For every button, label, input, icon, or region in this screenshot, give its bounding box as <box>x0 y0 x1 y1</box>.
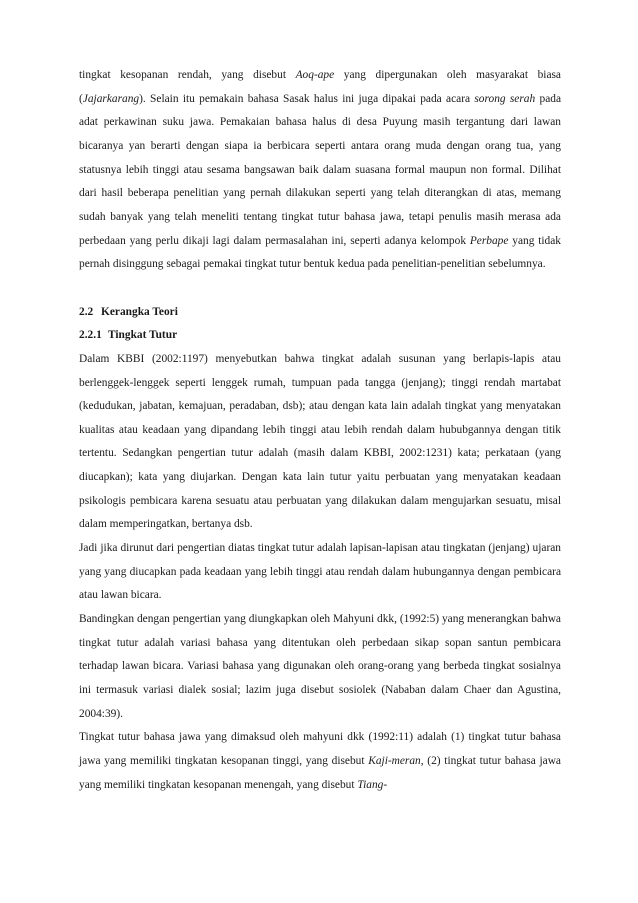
term-sorong-serah: sorong serah <box>474 92 536 105</box>
body-paragraph-4 <box>79 726 561 797</box>
term-aoq-ape: Aoq-ape <box>295 69 335 81</box>
section-number: 2.2 <box>79 305 94 318</box>
intro-text-3: ). Selain itu pemakain bahasa Sasak halus ini juga dipakai pada acara <box>139 92 475 105</box>
intro-paragraph <box>79 64 561 277</box>
intro-text-2: yang dipergunakan oleh masyarakat biasa ( <box>79 69 561 105</box>
term-kaji-meran: Kaji-meran <box>368 755 421 768</box>
intro-text-4: pada adat perkawinan suku jawa. Pemakaian bahasa halus di desa Puyung masih tergantung dari lawan bicaranya yan berarti dengan siapa ia berbicara seperti antara orang muda dengan orang tua, yang statusnya lebih tinggi atau sesama bangsawan baik dalam suasana formal maupun non formal. Dilihat dari hasil beberapa penelitian yang pernah dilakukan seperti yang telah diterangkan di atas, memang sudah banyak yang telah meneliti tentang tingkat tutur bahasa jawa, tetapi penulis masih merasa ada perbedaan yang perlu dikaji lagi dalam permasalahan ini, seperti adanya kelompok <box>79 92 561 247</box>
document-page <box>79 64 561 797</box>
intro-text-1: tingkat kesopanan rendah, yang disebut <box>79 69 296 81</box>
subsection-number: 2.2.1 <box>79 329 102 342</box>
subsection-heading <box>79 324 561 348</box>
subsection-title: Tingkat Tutur <box>108 329 178 342</box>
body-paragraph-2: Jadi jika dirunut dari pengertian diatas tingkat tutur adalah lapisan-lapisan atau tingkatan (jenjang) ujaran yang yang diucapkan pada keadaan yang lebih tinggi atau rendah dalam hubungannya dengan pembicara atau lawan bicara. <box>79 542 561 602</box>
term-perbape: Perbape <box>469 234 509 247</box>
section-heading <box>79 301 561 325</box>
section-title: Kerangka Teori <box>101 305 178 318</box>
body-paragraph-3: Bandingkan dengan pengertian yang diungkapkan oleh Mahyuni dkk, (1992:5) yang menerangkan bahwa tingkat tutur adalah variasi bahasa yang ditentukan oleh perbedaan sikap sopan santun pembicara terhadap lawan bicara. Variasi bahasa yang digunakan oleh orang-orang yang berbeda tingkat sosialnya ini termasuk variasi dialek sosial; lazim juga disebut sosiolek (Nababan dalam Chaer dan Agustina, 2004:39). <box>79 613 561 720</box>
body-paragraph-1: Dalam KBBI (2002:1197) menyebutkan bahwa tingkat adalah susunan yang berlapis-lapis atau berlenggek-lenggek seperti lenggek rumah, tumpuan pada tangga (jenjang); tinggi rendah martabat (kedudukan, jabatan, kemajuan, peradaban, dsb); atau dengan kata lain adalah tingkat yang menyatakan kualitas atau keadaan yang dipandang lebih tinggi atau lebih rendah dalam hububgannya dengan titik tertentu. Sedangkan pengertian tutur adalah (masih dalam KBBI, 2002:1231) kata; perkataan (yang diucapkan); kata yang diujarkan. Dengan kata lain tutur yaitu perbuatan yang menyatakan keadaan psikologis pembicara karena sesuatu atau perbuatan yang dilakukan dalam mengujarkan sesuatu, misal dalam memperingatkan, bertanya dsb. <box>79 352 561 531</box>
intro-text-5: yang tidak pernah disinggung sebagai pemakai tingkat tutur bentuk kedua pada penelitian-penelitian sebelumnya. <box>79 234 561 271</box>
term-jajarkarang: Jajarkarang <box>82 92 140 105</box>
body-paragraph-4-text-1: Tingkat tutur bahasa jawa yang dimaksud oleh mahyuni dkk (1992:11) adalah (1) tingkat tutur bahasa jawa yang memiliki tingkatan kesopanan tinggi, yang disebut <box>79 731 561 768</box>
paragraph-gap <box>79 277 561 301</box>
term-tiang: Tiang- <box>357 778 388 791</box>
body-paragraph-4-text-2: , (2) tingkat tutur bahasa jawa yang memiliki tingkatan kesopanan menengah, yang disebut <box>79 755 561 791</box>
